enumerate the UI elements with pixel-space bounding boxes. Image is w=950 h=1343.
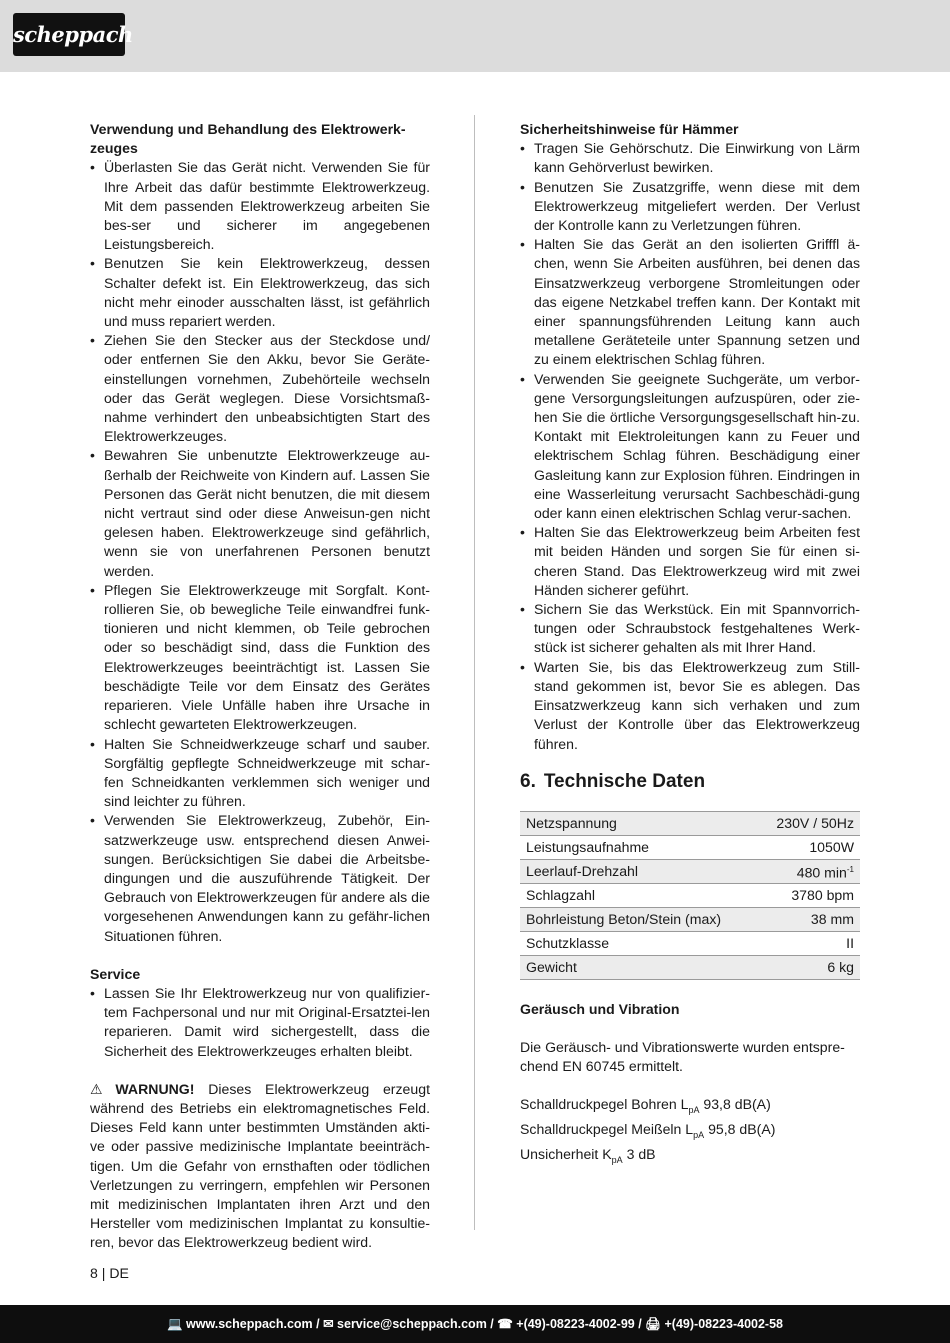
list-item: • Halten Sie das Elektrowerkzeug beim Arbeiten fest mit beiden Händen und sorgen Sie für einen si-cheren Stand. Das Elektrowerkzeug wird mit zwei Händen sicherer geführt. [520,523,860,600]
table-row [520,955,860,979]
table-row [520,835,860,859]
list-item: • Überlasten Sie das Gerät nicht. Verwenden Sie für Ihre Arbeit das dafür bestimmte Elektrowerkzeug. Mit dem passenden Elektrowerkzeug arbeiten Sie bes-ser und sicherer im angegebenen Leistungsbereich. [90,158,430,254]
spec-value: 38 mm [757,907,860,931]
spec-value: 6 kg [757,955,860,979]
section-number: 6. [520,770,536,792]
noise-line [520,1120,860,1145]
noise-line [520,1145,860,1170]
list-item: • Bewahren Sie unbenutzte Elektrowerkzeuge au-ßerhalb der Reichweite von Kindern auf. Lassen Sie Personen das Gerät nicht benutzen, die mit diesem nicht vertraut sind oder diese Anweisun-gen nicht gelesen haben. Elektrowerkzeuge sind gefährlich, wenn sie von unerfahrenen Personen benutzt werden. [90,446,430,580]
spec-label: Schutzklasse [520,931,757,955]
noise-line-label: Schalldruckpegel Bohren L [520,1096,689,1113]
spec-label: Leistungsaufnahme [520,835,757,859]
warning-paragraph [90,1080,430,1253]
list-item: • Halten Sie das Gerät an den isolierten Grifffl ä-chen, wenn Sie Arbeiten ausführen, bei denen das Einsatzwerkzeug verborgene Stromleitungen oder das eigene Netzkabel treffen kann. Der Kontakt mit einer spannungsführenden Leitung kann auch metallene Geräteteile unter Spannung setzen und zu einem elektrischen Schlag führen. [520,235,860,369]
service-list [90,984,430,1061]
warning-text: Dieses Elektrowerkzeug erzeugt während des Betriebs ein elektromagnetisches Feld. Dieses Feld kann unter bestimmten Umständen akti-ve oder passive medizinische Implantate beeinträch-tigen. Um die Gefahr von ernsthaften oder tödlichen Verletzungen zu verringern, empfehlen wir Personen mit medizinischen Implantaten ihren Arzt und den Hersteller vom medizinischen Implantat zu konsultie-ren, bevor das Elektrowerkzeug bedient wird. [90,1080,430,1251]
list-item: • Verwenden Sie Elektrowerkzeug, Zubehör, Ein-satzwerkzeuge usw. entsprechend diesen Anwei-sungen. Berücksichtigen Sie dabei die Arbeitsbe-dingungen und die auszuführende Tätigkeit. Der Gebrauch von Elektrowerkzeugen für andere als die vorgesehenen Anwendungen kann zu gefähr-lichen Situationen führen. [90,811,430,945]
noise-line-subscript: pA [688,1105,700,1116]
left-column [90,120,430,1253]
section-title-hammer-safety: Sicherheitshinweise für Hämmer [520,121,739,137]
page-header [0,0,950,72]
spec-label: Schlagzahl [520,883,757,907]
table-row [520,907,860,931]
usage-list [90,158,430,945]
section-title-service: Service [90,965,141,982]
noise-line-label: Schalldruckpegel Meißeln L [520,1121,694,1138]
table-row [520,931,860,955]
list-item: • Benutzen Sie Zusatzgriffe, wenn diese mit dem Elektrowerkzeug mitgeliefert werden. Der Verlust der Kontrolle kann zu Verletzungen führen. [520,178,860,236]
section-heading-text: Technische Daten [543,770,706,792]
list-item: • Lassen Sie Ihr Elektrowerkzeug nur von qualifizier-tem Fachpersonal und nur mit Original-Ersatztei-len reparieren. Damit wird sichergestellt, dass die Sicherheit des Elektrowerkzeuges erhalten bleibt. [90,984,430,1061]
spec-table [520,811,860,980]
spec-value: II [757,931,860,955]
spec-value-exponent: -1 [846,864,854,874]
spec-label: Gewicht [520,955,757,979]
list-item: • Ziehen Sie den Stecker aus der Steckdose und/ oder entfernen Sie den Akku, bevor Sie Geräte-einstellungen vornehmen, Zubehörteile wechseln oder das Gerät weglegen. Diese Vorsichtsmaß-nahme verhindert den unbeabsichtigten Start des Elektrowerkzeuges. [90,331,430,446]
brand-logo: scheppach [13,13,125,56]
noise-intro: Die Geräusch- und Vibrationswerte wurden entspre-chend EN 60745 ermittelt. [520,1038,845,1075]
noise-line [520,1095,860,1120]
spec-label: Bohrleistung Beton/Stein (max) [520,907,757,931]
section-title-usage: Verwendung und Behandlung des Elektrowerk-zeuges [90,121,406,157]
list-item: • Pflegen Sie Elektrowerkzeuge mit Sorgfalt. Kont-rollieren Sie, ob bewegliche Teile einwandfrei funk-tionieren und nicht klemmen, ob Teile gebrochen oder so beschädigt sind, dass die Funktion des Elektrowerkzeuges beeinträchtigt ist. Lassen Sie beschädigte Teile vor dem Einsatz des Gerätes reparieren. Viele Unfälle haben ihre Ursache in schlecht gewarteten Elektrowerkzeugen. [90,581,430,735]
right-column [520,120,860,1170]
list-item: • Benutzen Sie kein Elektrowerkzeug, dessen Schalter defekt ist. Ein Elektrowerkzeug, das sich nicht mehr einoder ausschalten lässt, ist gefährlich und muss repariert werden. [90,254,430,331]
noise-line-subscript: pA [693,1130,705,1141]
spec-label: Netzspannung [520,811,757,835]
noise-line-value: 93,8 dB(A) [699,1096,771,1113]
tech-data-heading [520,770,860,794]
contact-footer: 💻 www.scheppach.com / ✉ service@scheppach.com / ☎ +(49)-08223-4002-99 / 🖨 +(49)-08223-4002-58 [0,1305,950,1343]
list-item: • Warten Sie, bis das Elektrowerkzeug zum Still-stand gekommen ist, bevor Sie es ablegen. Das Einsatzwerkzeug kann sich verhaken und zum Verlust der Kontrolle über das Elektrowerkzeug führen. [520,658,860,754]
column-divider [474,115,475,1230]
list-item: • Sichern Sie das Werkstück. Ein mit Spannvorrich-tungen oder Schraubstock festgehaltenes Werk-stück ist sicherer gehalten als mit Ihrer Hand. [520,600,860,658]
table-row [520,811,860,835]
noise-line-subscript: pA [611,1155,623,1166]
list-item: • Halten Sie Schneidwerkzeuge scharf und sauber. Sorgfältig gepflegte Schneidwerkzeuge mit schar-fen Schneidkanten verklemmen sich weniger und sind leichter zu führen. [90,735,430,812]
warning-triangle-icon: ⚠ [90,1080,113,1097]
warning-label: WARNUNG! [115,1080,195,1097]
noise-line-value: 95,8 dB(A) [704,1121,776,1138]
table-row [520,883,860,907]
spec-value-cell [757,859,860,883]
table-row [520,859,860,883]
spec-value: 230V / 50Hz [757,811,860,835]
spec-value: 3780 bpm [757,883,860,907]
page-number: 8 | DE [90,1265,129,1281]
section-title-noise: Geräusch und Vibration [520,1000,680,1017]
list-item: • Tragen Sie Gehörschutz. Die Einwirkung von Lärm kann Gehörverlust bewirken. [520,139,860,177]
hammer-safety-list [520,139,860,754]
spec-value: 480 min [796,864,847,881]
spec-value: 1050W [757,835,860,859]
spec-label: Leerlauf-Drehzahl [520,859,757,883]
noise-line-label: Unsicherheit K [520,1146,612,1163]
list-item: • Verwenden Sie geeignete Suchgeräte, um verbor-gene Versorgungsleitungen aufzuspüren, oder zie-hen Sie die örtliche Versorgungsgesellschaft hin-zu. Kontakt mit Elektroleitungen kann zu Feuer und elektrischem Schlag führen. Beschädigung einer Gasleitung kann zur Explosion führen. Eindringen in eine Wasserleitung verursacht Sachbeschädi-gung oder kann einen elektrischen Schlag verur-sachen. [520,370,860,524]
noise-line-value: 3 dB [622,1146,656,1163]
